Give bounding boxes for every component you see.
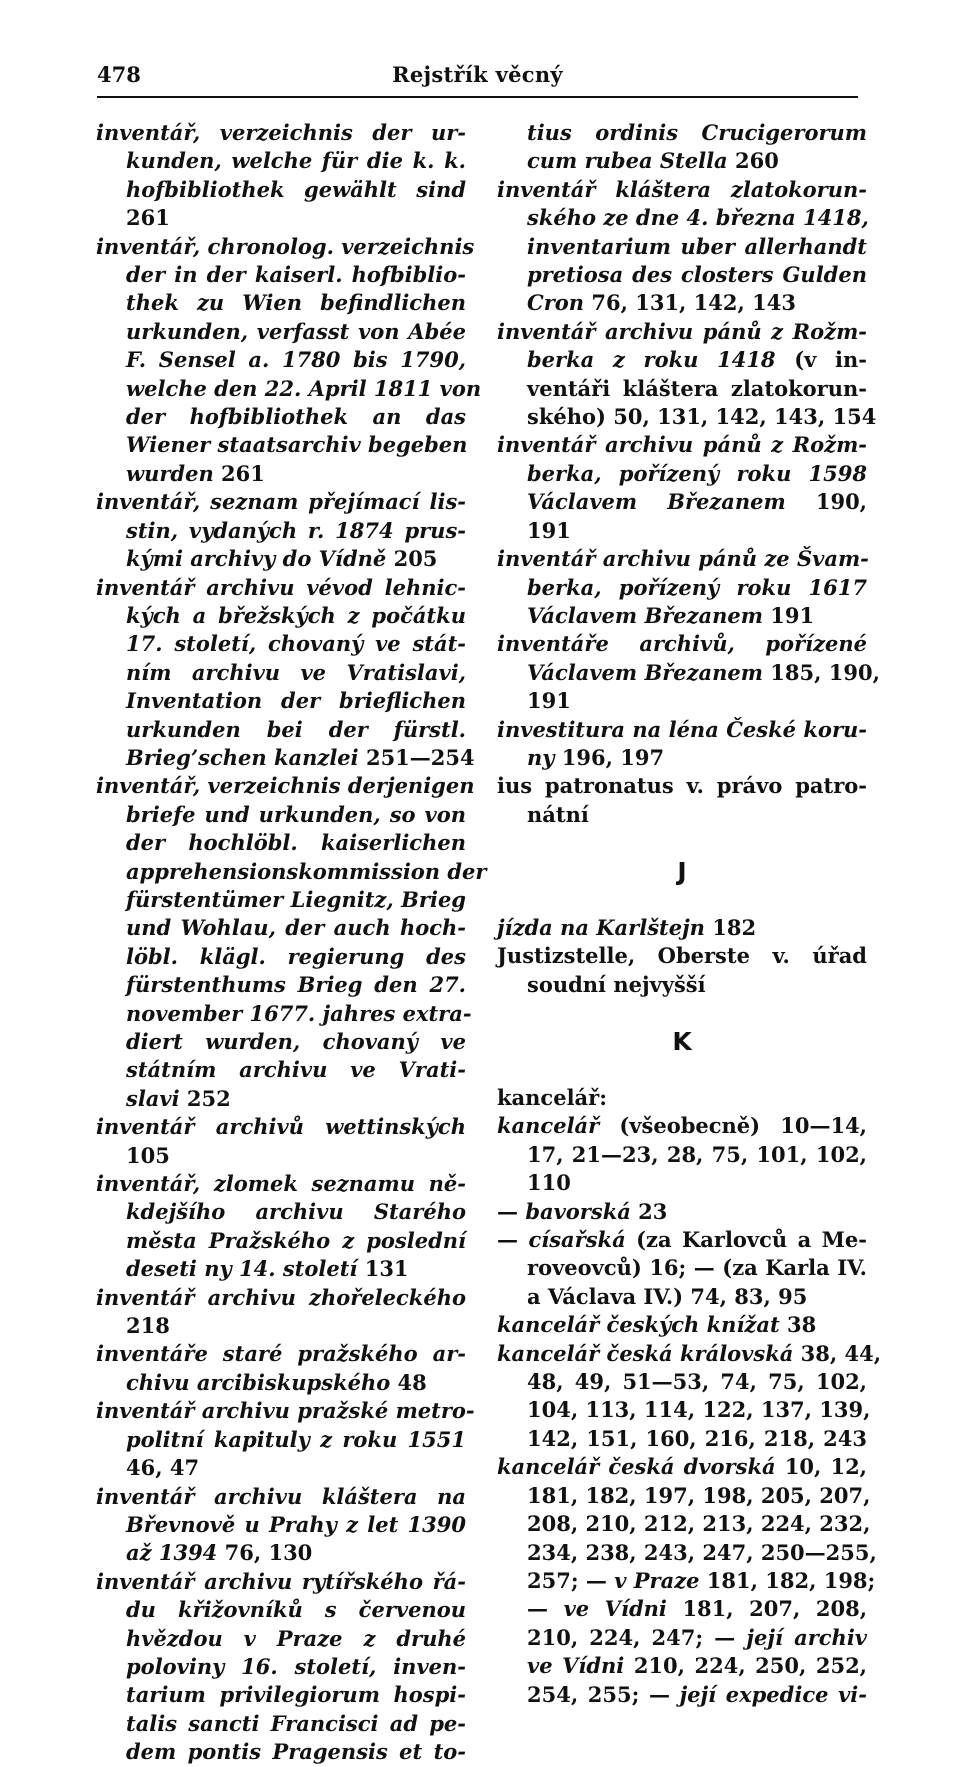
index-line — [497, 1624, 867, 1652]
index-line — [497, 744, 867, 772]
entry-term: du křižovníků s červenou — [126, 1597, 466, 1623]
entry-term: ve Vídni — [527, 1653, 625, 1679]
entry-term: Wiener staatsarchiv begeben — [126, 432, 468, 458]
entry-term: inventář, verzeichnis derjenigen — [96, 773, 475, 799]
entry-term: inventář, zlomek seznamu ně- — [96, 1171, 466, 1197]
index-line — [96, 233, 475, 261]
index-line — [96, 1255, 466, 1283]
entry-term: cum rubea Stella — [527, 148, 728, 174]
entry-term: císařská — [528, 1227, 626, 1253]
entry-term: inventář kláštera zlatokorun- — [497, 176, 867, 202]
index-line — [96, 744, 475, 772]
entry-term: inventář archivu vévod lehnic- — [96, 574, 466, 600]
index-line — [96, 261, 466, 289]
entry-term: politní kapituly z roku 1551 — [126, 1426, 466, 1452]
entry-term: poloviny 16. století, inven- — [126, 1653, 466, 1679]
index-line — [96, 971, 466, 999]
entry-term: inventarium uber allerhandt — [527, 233, 867, 259]
entry-term: apprehensionskommission der — [126, 858, 487, 884]
entry-text: Justizstelle, Oberste v. úřad — [497, 943, 867, 969]
page-header — [97, 62, 858, 96]
entry-term: inventář archivu rytířského řá- — [96, 1568, 466, 1594]
entry-term: její archiv — [746, 1624, 867, 1650]
entry-text: 105 — [126, 1142, 170, 1168]
index-line — [497, 318, 867, 346]
entry-text: 251—254 — [358, 744, 475, 770]
index-line — [497, 261, 867, 289]
entry-text: 48 — [390, 1369, 427, 1395]
entry-term: města Pražského z poslední — [126, 1227, 466, 1253]
entry-term: ním archivu ve Vratislavi, — [126, 659, 466, 685]
entry-term: thek zu Wien befindlichen — [126, 290, 466, 316]
index-line — [96, 1198, 466, 1226]
entry-term: urkunden, verfasst von Abée — [126, 318, 466, 344]
entry-text: — — [497, 1198, 526, 1224]
entry-term: tarium privilegiorum hospi- — [126, 1682, 466, 1708]
entry-term: inventář archivů wettinských — [96, 1114, 466, 1140]
index-line — [96, 1170, 466, 1198]
entry-term: wurden — [126, 460, 214, 486]
entry-term: inventář archivu pánů z Rožm- — [497, 432, 867, 458]
index-line — [497, 1510, 871, 1538]
entry-text: ventáři kláštera zlatokorun- — [527, 375, 867, 401]
index-line — [497, 1681, 867, 1709]
entry-term: v Praze — [614, 1567, 700, 1593]
index-line — [497, 517, 867, 545]
index-line — [96, 1483, 466, 1511]
section-letter: J — [677, 856, 687, 886]
page-title: Rejstřík věcný — [392, 62, 563, 87]
entry-term: inventář archivu pražské metro- — [96, 1398, 475, 1424]
entry-text: 38 — [779, 1312, 817, 1338]
index-line — [96, 1227, 466, 1255]
index-line — [96, 1085, 466, 1113]
index-line — [96, 630, 466, 658]
index-line — [96, 1625, 466, 1653]
index-line — [96, 687, 466, 715]
entry-term: Václavem Březanem — [527, 602, 763, 628]
index-line — [497, 1652, 867, 1680]
entry-term: und Wohlau, der auch hoch- — [126, 915, 466, 941]
index-line — [96, 1539, 466, 1567]
entry-term: F. Sensel a. 1780 bis 1790, — [126, 347, 466, 373]
index-line — [96, 545, 466, 573]
index-line — [497, 716, 867, 744]
entry-term: dem pontis Pragensis et to- — [126, 1739, 466, 1765]
index-line — [497, 204, 867, 232]
index-column-left — [96, 119, 487, 1767]
entry-term: fürstentümer Liegnitz, Brieg — [126, 886, 466, 912]
index-line — [96, 431, 466, 459]
index-line — [96, 716, 466, 744]
entry-term: diert wurden, chovaný ve — [126, 1029, 466, 1054]
index-line — [497, 147, 867, 175]
entry-term: berka, pořízený roku 1617 — [527, 574, 867, 600]
index-line — [96, 1397, 475, 1425]
entry-term: talis sancti Francisci ad pe- — [126, 1710, 466, 1736]
index-line — [96, 1056, 466, 1084]
entry-term: kancelář česká královská — [497, 1340, 794, 1366]
index-line — [497, 630, 867, 658]
entry-term: hofbibliothek gewählt sind — [126, 176, 466, 202]
index-line — [96, 574, 466, 602]
entry-term: Brieg’schen kanzlei — [126, 744, 359, 770]
entry-text: (v in- — [775, 347, 867, 373]
entry-text: 191 — [527, 688, 571, 714]
index-line — [96, 1681, 466, 1709]
page-number: 478 — [97, 62, 141, 87]
entry-text: 257; — — [527, 1567, 615, 1593]
entry-text: 185, 190, — [763, 659, 880, 685]
entry-text: (za Karlovců a Me- — [625, 1227, 867, 1253]
index-line — [96, 488, 466, 516]
index-line — [96, 1312, 466, 1340]
entry-term: inventář, chronolog. verzeichnis — [96, 233, 475, 259]
entry-term: ve Vídni — [563, 1596, 667, 1622]
entry-term: chivu arcibiskupského — [126, 1369, 391, 1395]
entry-text: 48, 49, 51—53, 74, 75, 102, — [527, 1369, 867, 1395]
entry-text: kancelář: — [497, 1085, 607, 1110]
index-line — [96, 1284, 466, 1312]
index-line — [96, 858, 487, 886]
index-line — [96, 943, 466, 971]
entry-text: 76, 130 — [217, 1540, 313, 1566]
index-line — [497, 1396, 871, 1424]
section-letter: K — [672, 1026, 692, 1056]
index-line — [497, 431, 867, 459]
entry-term: slavi — [126, 1085, 180, 1111]
entry-text: ius patronatus v. právo patro- — [497, 773, 867, 799]
entry-term: kých a břežských z počátku — [126, 602, 466, 628]
index-line — [497, 233, 867, 261]
index-line — [96, 1568, 466, 1596]
entry-text: 17, 21—23, 28, 75, 101, 102, — [527, 1141, 867, 1167]
index-line — [96, 1142, 466, 1170]
entry-term: deseti ny 14. století — [126, 1256, 358, 1282]
index-line — [96, 318, 466, 346]
index-line — [96, 176, 466, 204]
entry-text: 218 — [126, 1313, 170, 1339]
index-line — [497, 1084, 867, 1112]
index-line — [497, 1283, 867, 1311]
entry-term: hvězdou v Praze z druhé — [126, 1625, 466, 1651]
entry-text: 181, 182, 197, 198, 205, 207, — [527, 1482, 871, 1508]
index-line — [497, 403, 877, 431]
index-line — [96, 1710, 466, 1738]
entry-text: 131 — [357, 1256, 409, 1282]
blank-line — [497, 829, 867, 857]
entry-term: tius ordinis Crucigerorum — [527, 120, 867, 145]
index-line — [497, 914, 867, 942]
entry-text: 142, 151, 160, 216, 218, 243 — [527, 1425, 867, 1451]
index-line — [96, 886, 466, 914]
index-line — [96, 119, 466, 147]
entry-term: pretiosa des closters Gulden — [527, 262, 867, 288]
entry-text: 254, 255; — — [527, 1681, 680, 1707]
entry-text: 261 — [213, 460, 265, 486]
entry-term: inventář archivu pánů ze Švam- — [497, 546, 869, 572]
index-line — [96, 1000, 472, 1028]
entry-term: kancelář česká dvorská — [497, 1454, 776, 1480]
entry-text: 110 — [527, 1170, 571, 1196]
entry-term: Václavem Březanem — [527, 659, 763, 685]
entry-text: soudní nejvyšší — [527, 971, 706, 997]
entry-text: 210, 224, 247; — — [527, 1624, 747, 1650]
index-line — [497, 346, 867, 374]
entry-text: 104, 113, 114, 122, 137, 139, — [527, 1397, 871, 1423]
entry-text: 182 — [704, 914, 757, 940]
blank-line — [497, 886, 867, 914]
entry-text: 23 — [630, 1198, 668, 1224]
index-line — [96, 1454, 466, 1482]
entry-text: 261 — [126, 205, 170, 231]
index-line — [96, 346, 466, 374]
entry-text: nátní — [527, 801, 589, 827]
entry-term: inventář, verzeichnis der ur- — [96, 120, 466, 145]
entry-text: ského) 50, 131, 142, 143, 154 — [527, 404, 877, 430]
entry-term: ského ze dne 4. března 1418, — [527, 205, 869, 231]
index-line — [497, 602, 867, 630]
index-line — [497, 942, 867, 970]
index-line — [96, 801, 466, 829]
entry-term: löbl. klägl. regierung des — [126, 943, 466, 969]
entry-term: její expedice vi- — [679, 1681, 867, 1707]
entry-term: investitura na léna České koru- — [497, 716, 867, 742]
index-line — [96, 403, 466, 431]
index-line — [96, 1028, 466, 1056]
entry-term: bavorská — [525, 1198, 631, 1224]
entry-term: inventář archivu kláštera na — [96, 1483, 466, 1509]
entry-text: — — [527, 1596, 564, 1622]
index-line — [497, 176, 867, 204]
entry-term: Václavem Březanem — [527, 489, 786, 515]
index-line — [96, 1113, 466, 1141]
entry-term: berka, pořízený roku 1598 — [527, 460, 867, 486]
index-line — [96, 829, 466, 857]
index-line — [497, 1368, 867, 1396]
index-line — [497, 1539, 877, 1567]
index-line — [497, 772, 867, 800]
header-rule — [97, 96, 858, 98]
index-line — [497, 1425, 867, 1453]
index-line — [497, 488, 867, 516]
entry-term: kancelář českých knížat — [497, 1312, 780, 1338]
index-line — [497, 545, 867, 573]
entry-term: fürstenthums Brieg den 27. — [126, 972, 466, 998]
index-line — [96, 772, 475, 800]
index-line — [96, 1738, 466, 1766]
entry-text: roveovců) 16; — (za Karla IV. — [527, 1255, 867, 1281]
entry-term: inventář archivu zhořeleckého — [96, 1284, 466, 1310]
index-line — [96, 914, 466, 942]
entry-term: inventář archivu pánů z Rožm- — [497, 318, 867, 344]
index-line — [96, 375, 482, 403]
entry-term: der hofbibliothek an das — [126, 404, 466, 430]
entry-text: — — [497, 1227, 529, 1253]
index-line — [96, 602, 466, 630]
index-line — [497, 1169, 867, 1197]
entry-term: der in der kaiserl. hofbiblio- — [126, 262, 466, 288]
entry-text: 252 — [179, 1085, 231, 1111]
entry-term: kými archivy do Vídně — [126, 546, 387, 572]
entry-text: 181, 182, 198; — [699, 1567, 876, 1593]
entry-term: inventáře archivů, pořízené — [497, 631, 867, 657]
index-line — [96, 289, 466, 317]
index-line — [497, 1340, 882, 1368]
entry-text: 181, 207, 208, — [666, 1596, 868, 1622]
index-line — [497, 659, 880, 687]
entry-text: 46, 47 — [126, 1455, 200, 1481]
entry-text: 76, 131, 142, 143 — [584, 290, 796, 316]
entry-term: 17. století, chovaný ve stát- — [126, 631, 466, 657]
entry-term: Břevnově u Prahy z let 1390 — [126, 1511, 466, 1537]
entry-term: kancelář — [497, 1113, 600, 1139]
index-line — [497, 1254, 867, 1282]
entry-term: kunden, welche für die k. k. — [126, 148, 466, 174]
index-line — [497, 1453, 867, 1481]
index-column-right — [497, 119, 882, 1709]
entry-term: kdejšího archivu Starého — [126, 1199, 466, 1225]
entry-term: stin, vydaných r. 1874 prus- — [126, 517, 466, 543]
index-line — [96, 1653, 466, 1681]
entry-term: ny — [527, 744, 555, 770]
index-line — [96, 460, 466, 488]
entry-text: 190, — [785, 489, 867, 515]
index-line — [497, 375, 867, 403]
index-line — [497, 687, 867, 715]
index-line — [497, 574, 867, 602]
index-line — [96, 517, 466, 545]
index-line — [497, 289, 867, 317]
entry-term: urkunden bei der fürstl. — [126, 716, 466, 742]
entry-text: 210, 224, 250, 252, — [624, 1653, 867, 1679]
entry-term: Cron — [527, 290, 585, 316]
entry-text: 191 — [763, 602, 815, 628]
index-line — [497, 1112, 867, 1140]
entry-text: 260 — [727, 148, 779, 174]
index-line — [96, 1426, 466, 1454]
index-line — [96, 659, 466, 687]
entry-text: (všeobecně) 10—14, — [599, 1113, 867, 1139]
index-line — [497, 119, 867, 147]
entry-term: berka z roku 1418 — [527, 347, 776, 373]
entry-term: inventáře staré pražského ar- — [96, 1341, 466, 1367]
entry-term: státním archivu ve Vrati- — [126, 1057, 466, 1083]
index-line — [96, 204, 466, 232]
entry-term: november 1677. jahres extra- — [126, 1000, 472, 1026]
index-line — [96, 1340, 466, 1368]
index-line — [497, 801, 867, 829]
blank-line — [497, 999, 867, 1027]
entry-text: 234, 238, 243, 247, 250—255, — [527, 1539, 877, 1565]
index-line — [497, 1595, 867, 1623]
entry-term: briefe und urkunden, so von — [126, 801, 466, 827]
entry-term: jízda na Karlštejn — [497, 914, 705, 940]
index-line — [96, 1596, 466, 1624]
index-line — [497, 1226, 867, 1254]
index-line — [96, 1511, 466, 1539]
index-line — [497, 1141, 867, 1169]
index-line — [96, 1369, 466, 1397]
entry-text: 196, 197 — [554, 744, 665, 770]
entry-text: 10, 12, — [775, 1454, 867, 1480]
entry-text: 208, 210, 212, 213, 224, 232, — [527, 1511, 871, 1537]
entry-text: 191 — [527, 517, 571, 543]
blank-line — [497, 1056, 867, 1084]
index-line — [96, 147, 466, 175]
entry-term: Inventation der brieflichen — [126, 688, 466, 714]
index-line — [497, 1198, 867, 1226]
entry-term: der hochlöbl. kaiserlichen — [126, 830, 466, 856]
index-line — [497, 971, 867, 999]
entry-text: 38, 44, — [793, 1340, 882, 1366]
index-line — [497, 460, 867, 488]
entry-term: inventář, seznam přejímací lis- — [96, 489, 466, 515]
index-line — [497, 1311, 867, 1339]
index-line — [497, 1567, 876, 1595]
entry-term: welche den 22. April 1811 von — [126, 375, 482, 401]
entry-term: až 1394 — [126, 1540, 218, 1566]
entry-text: a Václava IV.) 74, 83, 95 — [527, 1283, 808, 1309]
entry-text: 205 — [386, 546, 438, 572]
index-line — [497, 1482, 871, 1510]
